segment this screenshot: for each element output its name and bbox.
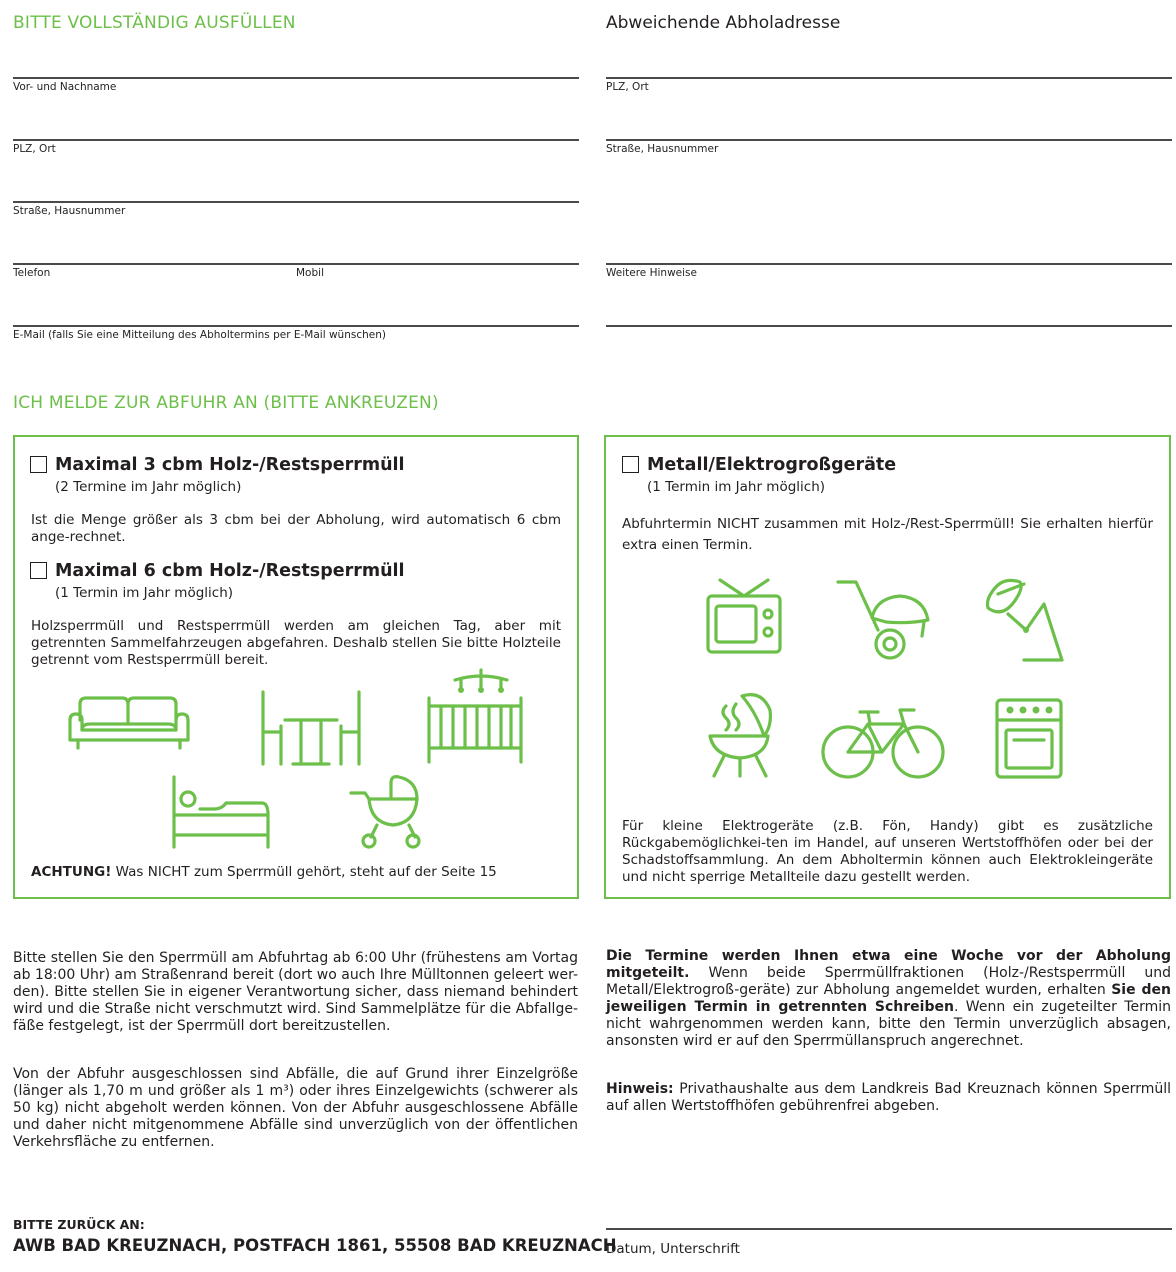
option-3cbm-title: Maximal 3 cbm Holz-/Restsperrmüll: [55, 455, 405, 475]
option-metal-title: Metall/Elektrogroßgeräte: [647, 455, 897, 475]
info-right-bold2: Sie den jeweiligen Termin in getrennten Schreiben: [606, 982, 1171, 1015]
alt-plz-label: PLZ, Ort: [606, 81, 649, 93]
info-right-text2: . Wenn ein zugeteilter Termin nicht wahrgenommen werden kann, bitte den Termin unverzüglich absagen, ansonsten wird er auf den Sperrmüllanspruch angerechnet.: [606, 999, 1171, 1049]
desk-lamp-icon: [984, 578, 1066, 662]
achtung-label: ACHTUNG!: [31, 864, 112, 880]
alt-plz-line[interactable]: [606, 77, 1172, 79]
plz-label: PLZ, Ort: [13, 143, 56, 155]
phone-line[interactable]: [13, 263, 579, 265]
return-address: AWB BAD KREUZNACH, POSTFACH 1861, 55508 BAD KREUZNACH: [13, 1236, 617, 1255]
email-line[interactable]: [13, 325, 579, 327]
mobile-label: Mobil: [296, 267, 324, 279]
option-metal-subtitle: (1 Termin im Jahr möglich): [647, 479, 826, 495]
grill-icon: [706, 686, 774, 778]
notes-line[interactable]: [606, 263, 1172, 265]
crib-icon: [425, 668, 525, 766]
checkbox-3cbm[interactable]: [30, 456, 47, 473]
sofa-icon: [66, 694, 192, 752]
option-3cbm-subtitle: (2 Termine im Jahr möglich): [55, 479, 242, 495]
lawnmower-icon: [836, 578, 932, 662]
checkbox-6cbm[interactable]: [30, 562, 47, 579]
info-right-p2: [606, 1081, 1171, 1115]
option-metal-note: Abfuhrtermin NICHT zusammen mit Holz-/Rest-Sperrmüll! Sie erhalten hierfür extra einen Termin.: [622, 516, 1153, 553]
return-label: BITTE ZURÜCK AN:: [13, 1217, 145, 1232]
option-6cbm-title: Maximal 6 cbm Holz-/Restsperrmüll: [55, 561, 405, 581]
tv-icon: [706, 578, 782, 654]
alt-address-heading: Abweichende Abholadresse: [606, 13, 841, 33]
name-line[interactable]: [13, 77, 579, 79]
bicycle-icon: [820, 704, 946, 780]
small-devices-note: Für kleine Elektrogeräte (z.B. Fön, Handy) gibt es zusätzliche Rückgabemöglichkei-ten im Handel, auf unseren Wertstoffhöfen oder bei der Schadstoffsammlung. An dem Abholtermin können auch Elektrokleingeräte und nicht sperrige Metallteile dazu gestellt werden.: [622, 818, 1153, 885]
alt-street-label: Straße, Hausnummer: [606, 143, 719, 155]
signature-line[interactable]: [606, 1228, 1172, 1230]
register-heading: ICH MELDE ZUR ABFUHR AN (BITTE ANKREUZEN): [13, 393, 439, 413]
info-right-p1: [606, 948, 1171, 1050]
info-left-p2: Von der Abfuhr ausgeschlossen sind Abfälle, die auf Grund ihrer Einzelgröße (länger als 1,70 m und größer als 1 m³) oder ihres Einzelgewichts (schwerer als 50 kg) nicht abgeholt werden können. Von der Abfuhr ausgeschlossene Abfälle und daher nicht mitgenommene Abfälle sind unverzüglich von der öffentlichen Verkehrsfläche zu entfernen.: [13, 1066, 578, 1150]
bed-icon: [170, 775, 272, 849]
checkbox-metal[interactable]: [622, 456, 639, 473]
notes-line-2[interactable]: [606, 325, 1172, 327]
street-line[interactable]: [13, 201, 579, 203]
signature-label: Datum, Unterschrift: [606, 1241, 740, 1257]
notes-label: Weitere Hinweise: [606, 267, 697, 279]
info-right-bold1: Die Termine werden Ihnen etwa eine Woche vor der Abholung mitgeteilt.: [606, 948, 1171, 981]
stove-icon: [994, 696, 1064, 780]
option-6cbm-subtitle: (1 Termin im Jahr möglich): [55, 585, 234, 601]
alt-street-line[interactable]: [606, 139, 1172, 141]
info-left-p1: Bitte stellen Sie den Sperrmüll am Abfuhrtag ab 6:00 Uhr (frühestens am Vortag ab 18:00 Uhr) am Straßenrand bereit (dort wo auch Ihre Mülltonnen geleert wer-den). Bitte stellen Sie in eigener Verantwortung sicher, dass niemand behindert wird und die Straße nicht verschmutzt wird. Sind Sammelplätze für die Abfallge-fäße festgelegt, ist der Sperrmüll dort bereitzustellen.: [13, 950, 578, 1034]
table-chairs-icon: [259, 690, 363, 766]
email-label: E-Mail (falls Sie eine Mitteilung des Abholtermins per E-Mail wünschen): [13, 329, 386, 341]
info-right-text1: Wenn beide Sperrmüllfraktionen (Holz-/Restsperrmüll und Metall/Elektrogroß-geräte) zur Abholung angemeldet wurden, erhalten: [606, 965, 1171, 998]
form-heading: BITTE VOLLSTÄNDIG AUSFÜLLEN: [13, 13, 296, 33]
hinweis-label: Hinweis:: [606, 1081, 674, 1097]
hinweis-text: Privathaushalte aus dem Landkreis Bad Kreuznach können Sperrmüll auf allen Wertstoffhöfen gebührenfrei abgeben.: [606, 1081, 1171, 1114]
plz-line[interactable]: [13, 139, 579, 141]
achtung-note: [31, 864, 571, 881]
street-label: Straße, Hausnummer: [13, 205, 126, 217]
achtung-text: Was NICHT zum Sperrmüll gehört, steht auf der Seite 15: [111, 864, 497, 880]
option-3cbm-note: Ist die Menge größer als 3 cbm bei der Abholung, wird automatisch 6 cbm ange-rechnet.: [31, 512, 561, 545]
name-label: Vor- und Nachname: [13, 81, 117, 93]
phone-label: Telefon: [13, 267, 51, 279]
pram-icon: [347, 773, 423, 849]
option-6cbm-note: Holzsperrmüll und Restsperrmüll werden am gleichen Tag, aber mit getrennten Sammelfahrzeugen abgefahren. Deshalb stellen Sie bitte Holzteile getrennt vom Restsperrmüll bereit.: [31, 618, 561, 668]
